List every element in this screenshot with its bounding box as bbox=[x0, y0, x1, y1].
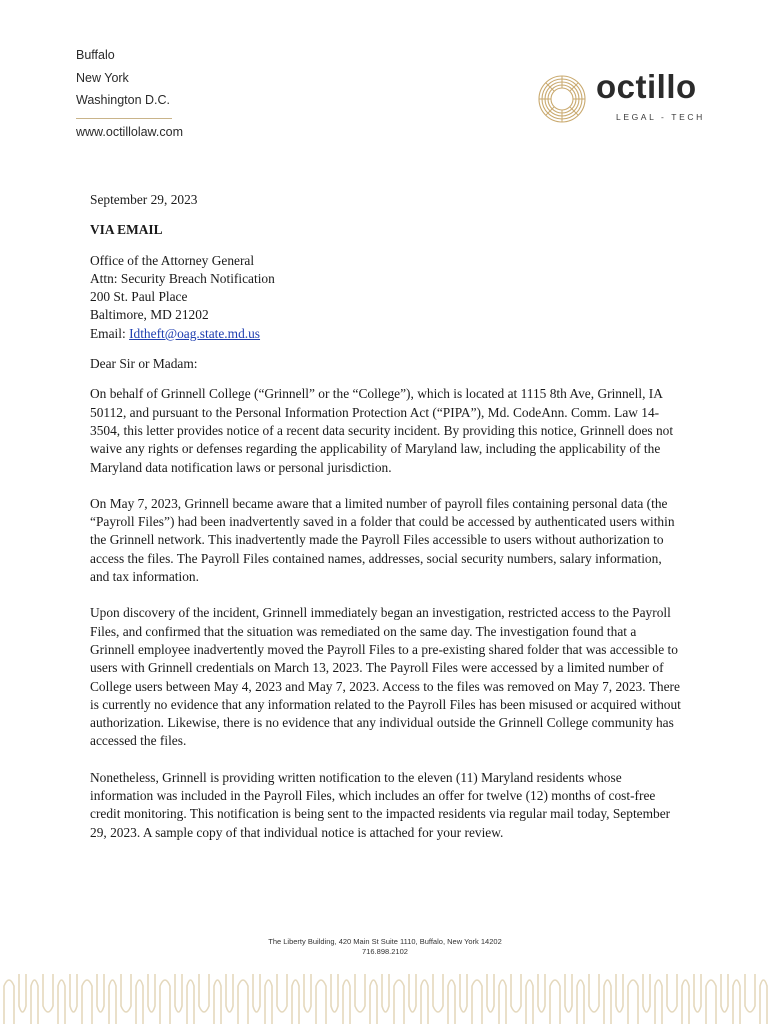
delivery-method: VIA EMAIL bbox=[90, 222, 163, 238]
octillo-logo bbox=[537, 68, 707, 134]
recipient-attn: Attn: Security Breach Notification bbox=[90, 270, 275, 286]
pattern-stroke bbox=[343, 980, 350, 1024]
pattern-stroke bbox=[187, 980, 194, 1024]
pattern-stroke bbox=[199, 974, 209, 1012]
logo-ring-icon bbox=[537, 74, 587, 124]
pattern-stroke bbox=[394, 980, 404, 1024]
pattern-stroke bbox=[460, 974, 467, 1012]
recipient-email-link[interactable]: Idtheft@oag.state.md.us bbox=[129, 325, 261, 341]
pattern-stroke bbox=[487, 974, 494, 1012]
pattern-stroke bbox=[4, 980, 14, 1024]
pattern-stroke bbox=[760, 980, 767, 1024]
pattern-stroke bbox=[304, 974, 311, 1012]
pattern-stroke bbox=[265, 980, 272, 1024]
pattern-stroke bbox=[616, 974, 623, 1012]
pattern-stroke bbox=[589, 974, 599, 1012]
pattern-stroke bbox=[745, 974, 755, 1012]
pattern-stroke bbox=[355, 974, 365, 1012]
pattern-stroke bbox=[604, 980, 611, 1024]
decorative-pattern bbox=[0, 968, 770, 1024]
pattern-stroke bbox=[82, 980, 92, 1024]
pattern-stroke bbox=[277, 974, 287, 1012]
pattern-stroke bbox=[433, 974, 443, 1012]
paragraph-investigation: Upon discovery of the incident, Grinnell immediately began an investigation, restricted access to the Payroll Files, and confirmed that the situation was remediated on the same day. The investigation found that a Grinnell employee inadvertently moved the Payroll Files to a pre-existing shared folder that was accessible to users with Grinnell credentials on March 13, 2023. The Payroll Files were accessed by a limited number of College users between May 4, 2023 and May 7, 2023. Access to the files was removed on May 7, 2023. There is currently no evidence that any information related to the Payroll Files has been misused or acquired without authorization. Likewise, there is no evidence that any individual outside the Grinnell College community has accessed the files. bbox=[90, 605, 681, 749]
pattern-stroke bbox=[331, 974, 338, 1012]
pattern-stroke bbox=[19, 974, 26, 1012]
paragraph-intro: On behalf of Grinnell College (“Grinnell” or the “College”), which is located at 1115 8th Ave, Grinnell, IA 50112, and pursuant to the Personal Information Protection Act (“PIPA”), Md. CodeAnn. Comm. Law 14-3504, this letter provides notice of a recent data security incident. By providing this notice, Grinnell does not waive any rights or defenses regarding the applicability of Maryland law, including the applicability of the Maryland data notification laws or personal jurisdiction. bbox=[90, 386, 674, 475]
pattern-stroke bbox=[43, 974, 53, 1012]
pattern-stroke bbox=[472, 980, 482, 1024]
pattern-stroke bbox=[538, 974, 545, 1012]
logo-wordmark: octillo bbox=[596, 68, 697, 105]
recipient-office: Office of the Attorney General bbox=[90, 252, 255, 268]
office-new-york: New York bbox=[76, 70, 129, 85]
pattern-stroke bbox=[577, 980, 584, 1024]
footer-phone: 716.898.2102 bbox=[362, 947, 408, 956]
pattern-stroke bbox=[370, 980, 377, 1024]
letter-date: September 29, 2023 bbox=[90, 192, 198, 207]
pattern-stroke bbox=[316, 980, 326, 1024]
letterhead-offices bbox=[76, 44, 183, 143]
footer-address: The Liberty Building, 420 Main St Suite 1110, Buffalo, New York 14202 bbox=[268, 937, 502, 946]
pattern-stroke bbox=[148, 974, 155, 1012]
pattern-stroke bbox=[733, 980, 740, 1024]
letter-body bbox=[90, 191, 684, 860]
pattern-stroke bbox=[448, 980, 455, 1024]
pattern-stroke bbox=[550, 980, 560, 1024]
pattern-stroke bbox=[526, 980, 533, 1024]
pattern-stroke bbox=[97, 974, 104, 1012]
paragraph-notification: Nonetheless, Grinnell is providing written notification to the eleven (11) Maryland residents whose information was included in the Payroll Files, which includes an offer for twelve (12) months of cost-free credit monitoring. This notification is being sent to the impacted residents via regular mail today, September 29, 2023. A sample copy of that individual notice is attached for your review. bbox=[90, 769, 671, 840]
pattern-stroke bbox=[667, 974, 677, 1012]
pattern-stroke bbox=[58, 980, 65, 1024]
pattern-stroke bbox=[655, 980, 662, 1024]
pattern-stroke bbox=[628, 980, 638, 1024]
letterhead-divider bbox=[76, 118, 172, 119]
recipient-address bbox=[90, 252, 684, 343]
pattern-stroke bbox=[121, 974, 131, 1012]
recipient-street: 200 St. Paul Place bbox=[90, 289, 188, 305]
pattern-stroke bbox=[136, 980, 143, 1024]
pattern-stroke bbox=[382, 974, 389, 1012]
email-label: Email: bbox=[90, 325, 130, 341]
logo-tagline: LEGAL - TECH bbox=[616, 112, 705, 122]
pattern-stroke bbox=[643, 974, 650, 1012]
pattern-stroke bbox=[70, 974, 77, 1012]
recipient-email-line bbox=[90, 325, 684, 343]
pattern-stroke bbox=[421, 980, 428, 1024]
pattern-stroke bbox=[565, 974, 572, 1012]
pattern-stroke bbox=[721, 974, 728, 1012]
pattern-stroke bbox=[31, 980, 38, 1024]
pattern-stroke bbox=[682, 980, 689, 1024]
salutation: Dear Sir or Madam: bbox=[90, 356, 198, 372]
footer bbox=[0, 937, 770, 957]
pattern-stroke bbox=[694, 974, 701, 1012]
pattern-stroke bbox=[499, 980, 506, 1024]
office-buffalo: Buffalo bbox=[76, 48, 115, 62]
paragraph-discovery: On May 7, 2023, Grinnell became aware that a limited number of payroll files containing personal data (the “Payroll Files”) had been inadvertently saved in a folder that could be accessed by authenticated users within the Grinnell network. This inadvertently made the Payroll Files accessible to users without authorization to access the files. The Payroll Files contained names, addresses, social security numbers, salary information, and tax information. bbox=[90, 495, 675, 585]
website-link[interactable]: www.octillolaw.com bbox=[76, 124, 183, 139]
pattern-stroke bbox=[160, 980, 170, 1024]
office-washington: Washington D.C. bbox=[76, 93, 171, 107]
pattern-stroke bbox=[226, 974, 233, 1012]
pattern-stroke bbox=[253, 974, 260, 1012]
pattern-stroke bbox=[109, 980, 116, 1024]
recipient-city: Baltimore, MD 21202 bbox=[90, 307, 209, 323]
pattern-stroke bbox=[706, 980, 716, 1024]
pattern-stroke bbox=[214, 980, 221, 1024]
pattern-stroke bbox=[175, 974, 182, 1012]
pattern-stroke bbox=[292, 980, 299, 1024]
pattern-stroke bbox=[511, 974, 521, 1012]
pattern-stroke bbox=[238, 980, 248, 1024]
pattern-stroke bbox=[409, 974, 416, 1012]
